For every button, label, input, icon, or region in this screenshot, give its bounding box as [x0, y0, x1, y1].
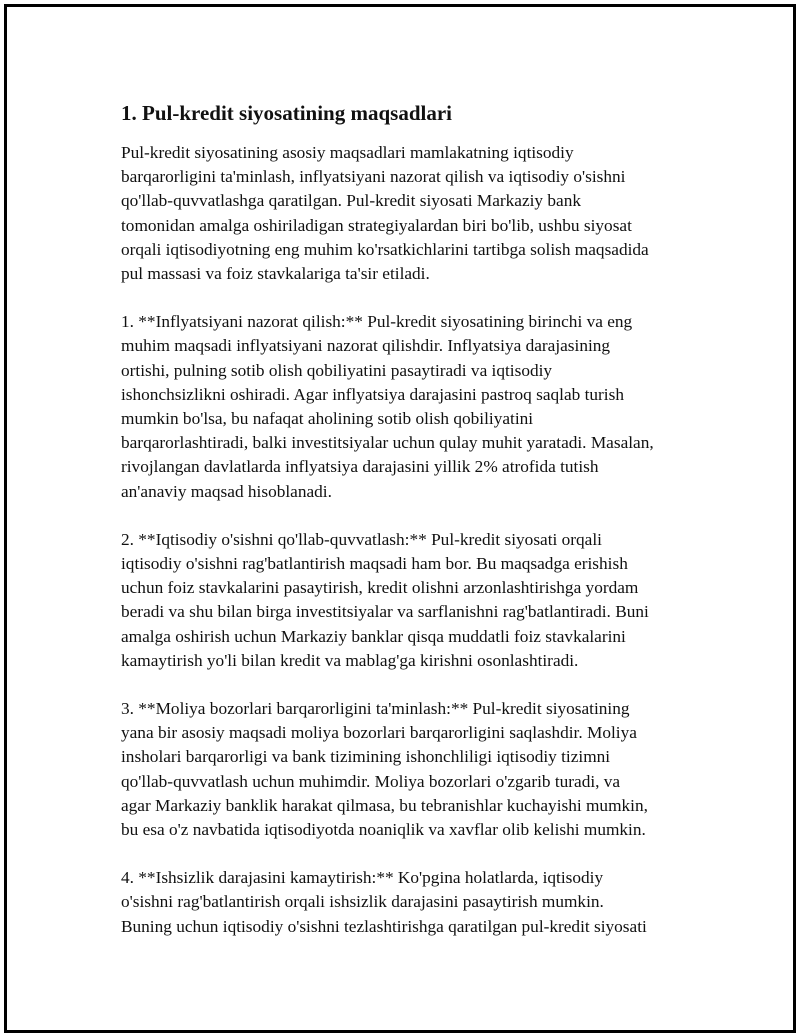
document-heading: 1. Pul-kredit siyosatining maqsadlari: [121, 101, 452, 125]
page-frame: [4, 4, 796, 1033]
economic-growth-paragraph: [121, 528, 711, 673]
text-line: iqtisodiy o'sishni rag'batlantirish maqsadi ham bor. Bu maqsadga erishish: [121, 554, 628, 574]
document-body: [121, 99, 711, 963]
text-line: ortishi, pulning sotib olish qobiliyatini pasaytiradi va iqtisodiy: [121, 360, 553, 380]
text-line: mumkin bo'lsa, bu nafaqat aholining sotib olish qobiliyatini: [121, 409, 534, 429]
text-line: tomonidan amalga oshiriladigan strategiyalardan biri bo'lib, ushbu siyosat: [121, 215, 632, 235]
text-line: barqarorligini ta'minlash, inflyatsiyani nazorat qilish va iqtisodiy o'sishni: [121, 167, 626, 187]
text-line: ishonchsizlikni oshiradi. Agar inflyatsiya darajasini pastroq saqlab turish: [121, 384, 624, 404]
text-line: barqarorlashtiradi, balki investitsiyalar uchun qulay muhit yaratadi. Masalan,: [121, 433, 654, 453]
text-line: qo'llab-quvvatlash uchun muhimdir. Moliya bozorlari o'zgarib turadi, va: [121, 771, 621, 791]
unemployment-paragraph: [121, 866, 711, 939]
text-line: rivojlangan davlatlarda inflyatsiya darajasini yillik 2% atrofida tutish: [121, 457, 599, 477]
text-line: an'anaviy maqsad hisoblanadi.: [121, 481, 332, 501]
text-line: muhim maqsadi inflyatsiyani nazorat qilishdir. Inflyatsiya darajasining: [121, 336, 611, 356]
inflation-control-paragraph: [121, 310, 711, 504]
text-line: amalga oshirish uchun Markaziy banklar qisqa muddatli foiz stavkalarini: [121, 626, 626, 646]
text-line: orqali iqtisodiyotning eng muhim ko'rsatkichlarini tartibga solish maqsadida: [121, 239, 649, 259]
text-line: qo'llab-quvvatlashga qaratilgan. Pul-kredit siyosati Markaziy bank: [121, 191, 581, 211]
financial-stability-paragraph: [121, 697, 711, 842]
text-line: beradi va shu bilan birga investitsiyalar va sarflanishni rag'batlantiradi. Buni: [121, 602, 649, 622]
text-line: 3. **Moliya bozorlari barqarorligini ta'minlash:** Pul-kredit siyosatining: [121, 699, 630, 719]
text-line: uchun foiz stavkalarini pasaytirish, kredit olishni arzonlashtirishga yordam: [121, 578, 639, 598]
text-line: bu esa o'z navbatida iqtisodiyotda noaniqlik va xavflar olib kelishi mumkin.: [121, 820, 646, 840]
text-line: Buning uchun iqtisodiy o'sishni tezlashtirishga qaratilgan pul-kredit siyosati: [121, 916, 647, 936]
text-line: agar Markaziy banklik harakat qilmasa, bu tebranishlar kuchayishi mumkin,: [121, 795, 648, 815]
text-line: insholari barqarorligi va bank tizimining ishonchliligi iqtisodiy tizimni: [121, 747, 611, 767]
text-line: yana bir asosiy maqsadi moliya bozorlari barqarorligini saqlashdir. Moliya: [121, 723, 637, 743]
text-line: 1. **Inflyatsiyani nazorat qilish:** Pul-kredit siyosatining birinchi va eng: [121, 312, 633, 332]
text-line: Pul-kredit siyosatining asosiy maqsadlari mamlakatning iqtisodiy: [121, 143, 574, 162]
text-line: o'sishni rag'batlantirish orqali ishsizlik darajasini pasaytirish mumkin.: [121, 892, 604, 912]
intro-paragraph: [121, 141, 711, 286]
text-line: 2. **Iqtisodiy o'sishni qo'llab-quvvatlash:** Pul-kredit siyosati orqali: [121, 529, 602, 549]
text-line: pul massasi va foiz stavkalariga ta'sir etiladi.: [121, 264, 430, 284]
text-line: kamaytirish yo'li bilan kredit va mablag'ga kirishni osonlashtiradi.: [121, 650, 579, 670]
text-line: 4. **Ishsizlik darajasini kamaytirish:** Ko'pgina holatlarda, iqtisodiy: [121, 868, 604, 888]
